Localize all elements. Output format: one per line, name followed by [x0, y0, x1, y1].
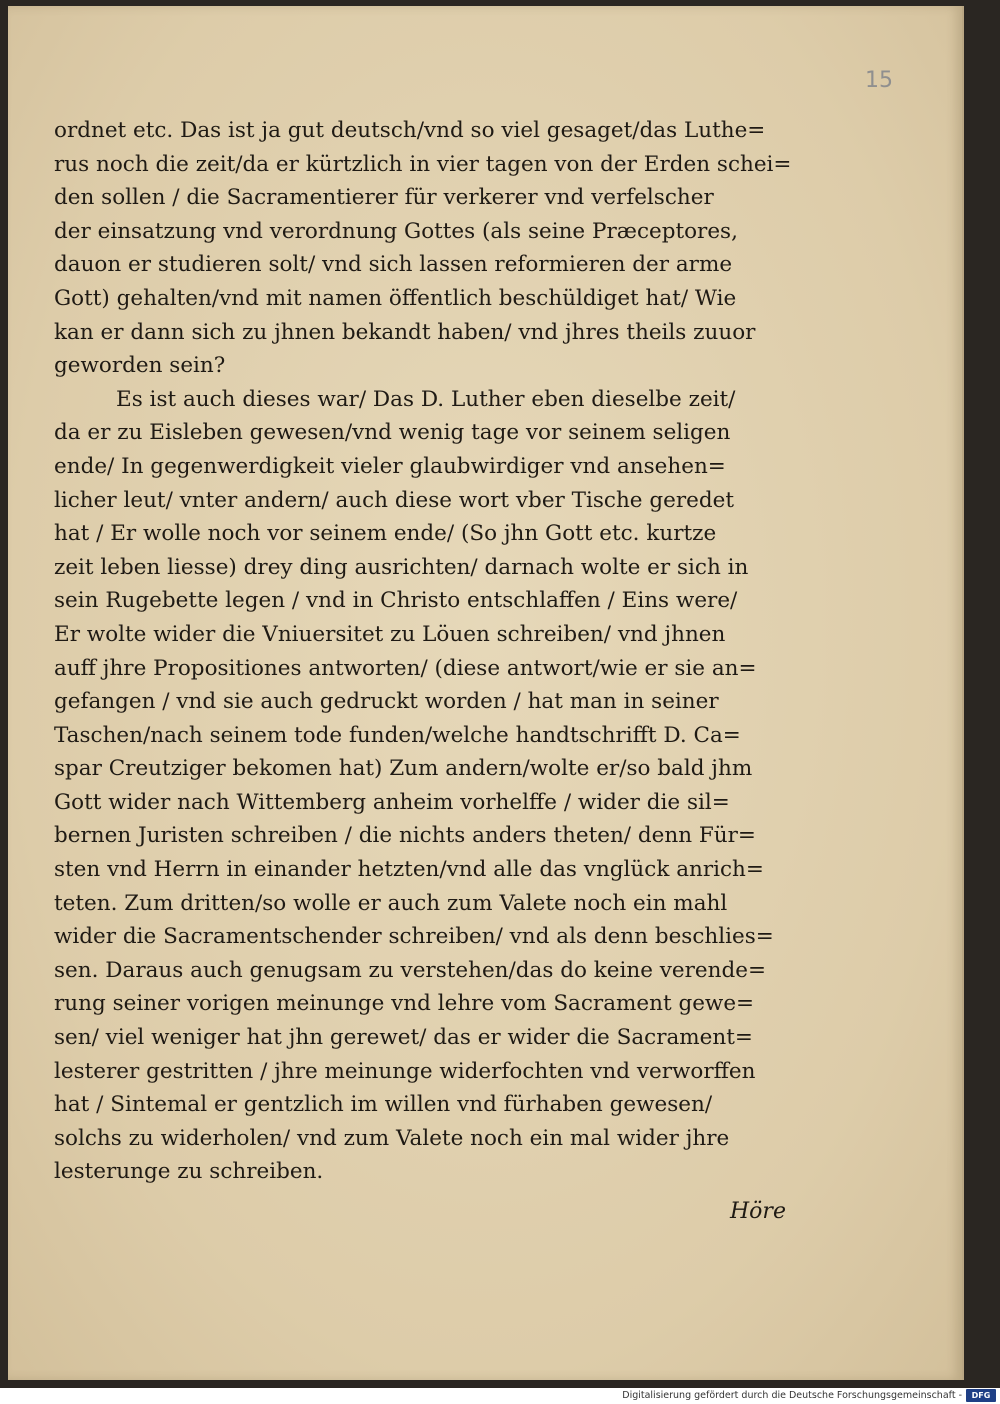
- text-line: bernen Juristen schreiben / die nichts anders theten/ denn Für=: [54, 823, 756, 849]
- text-line: lesterunge zu schreiben.: [54, 1159, 324, 1185]
- text-line: rus noch die zeit/da er kürtzlich in vier tagen von der Erden schei=: [54, 151, 792, 177]
- text-line: Er wolte wider die Vniuersitet zu Löuen schreiben/ vnd jhnen: [54, 621, 726, 647]
- text-line: dauon er studieren solt/ vnd sich lassen reformieren der arme: [54, 252, 733, 278]
- text-line: solchs zu widerholen/ vnd zum Valete noch ein mal wider jhre: [54, 1125, 730, 1151]
- text-line: hat / Er wolle noch vor seinem ende/ (So jhn Gott etc. kurtze: [54, 521, 717, 547]
- text-line: wider die Sacramentschender schreiben/ vnd als denn beschlies=: [54, 924, 774, 950]
- text-line: kan er dann sich zu jhnen bekandt haben/ vnd jhres theils zuuor: [54, 319, 756, 345]
- paragraph-start-line: Es ist auch dieses war/ Das D. Luther eben dieselbe zeit/: [116, 386, 736, 412]
- text-line: ende/ In gegenwerdigkeit vieler glaubwirdiger vnd ansehen=: [54, 453, 726, 479]
- book-page: [8, 6, 964, 1380]
- text-line: da er zu Eisleben gewesen/vnd wenig tage vor seinem seligen: [54, 420, 731, 446]
- text-line: teten. Zum dritten/so wolle er auch zum Valete noch ein mahl: [54, 890, 728, 916]
- catchword: Höre: [730, 1199, 786, 1224]
- text-line: licher leut/ vnter andern/ auch diese wort vber Tische geredet: [54, 487, 734, 513]
- dfg-logo-icon: DFG: [966, 1389, 996, 1402]
- text-line: Gott) gehalten/vnd mit namen öffentlich beschüldiget hat/ Wie: [54, 285, 737, 311]
- footer-bar: [0, 1388, 1000, 1404]
- text-line: Taschen/nach seinem tode funden/welche handtschrifft D. Ca=: [54, 722, 741, 748]
- text-line: auff jhre Propositiones antworten/ (diese antwort/wie er sie an=: [54, 655, 757, 681]
- text-line: spar Creutziger bekomen hat) Zum andern/wolte er/so bald jhm: [54, 756, 753, 782]
- text-line: rung seiner vorigen meinunge vnd lehre vom Sacrament gewe=: [54, 991, 755, 1017]
- text-line: den sollen / die Sacramentierer für verkerer vnd verfelscher: [54, 185, 714, 211]
- text-line: ordnet etc. Das ist ja gut deutsch/vnd so viel gesaget/das Luthe=: [54, 118, 766, 143]
- text-line: sen/ viel weniger hat jhn gerewet/ das er wider die Sacrament=: [54, 1025, 753, 1051]
- text-line: sten vnd Herrn in einander hetzten/vnd alle das vnglück anrich=: [54, 857, 764, 883]
- text-line: sen. Daraus auch genugsam zu verstehen/das do keine verende=: [54, 957, 766, 983]
- text-line: der einsatzung vnd verordnung Gottes (als seine Præceptores,: [54, 218, 738, 244]
- text-line: Gott wider nach Wittemberg anheim vorhelffe / wider die sil=: [54, 789, 730, 815]
- text-line: gefangen / vnd sie auch gedruckt worden / hat man in seiner: [54, 689, 719, 715]
- text-line: sein Rugebette legen / vnd in Christo entschlaffen / Eins were/: [54, 588, 738, 614]
- funding-credit: Digitalisierung gefördert durch die Deutsche Forschungsgemeinschaft -: [622, 1390, 962, 1401]
- body-text: [54, 114, 809, 1189]
- text-line: geworden sein?: [54, 353, 226, 379]
- page-number: 15: [865, 68, 893, 93]
- text-line: lesterer gestritten / jhre meinunge widerfochten vnd verworffen: [54, 1058, 756, 1084]
- text-line: zeit leben liesse) drey ding ausrichten/ darnach wolte er sich in: [54, 554, 749, 580]
- text-line: hat / Sintemal er gentzlich im willen vnd fürhaben gewesen/: [54, 1092, 713, 1118]
